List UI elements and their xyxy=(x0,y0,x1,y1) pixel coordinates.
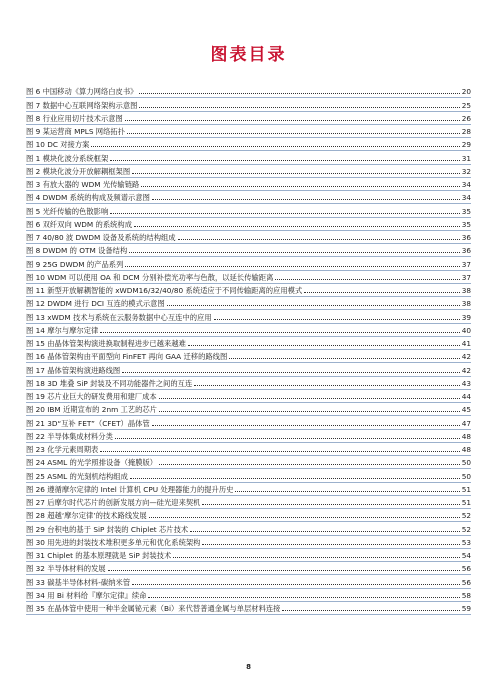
toc-entry-page: 31 xyxy=(461,153,471,163)
toc-entry-page: 52 xyxy=(461,511,471,521)
toc-entry[interactable] xyxy=(26,350,471,363)
toc-entry-page: 51 xyxy=(461,484,471,494)
toc-entry-page: 41 xyxy=(461,339,471,348)
dot-leader xyxy=(110,160,459,161)
dot-leader xyxy=(139,107,459,108)
dot-leader xyxy=(141,186,459,187)
toc-entry-page: 36 xyxy=(461,233,471,242)
toc-entry[interactable] xyxy=(26,509,471,522)
toc-entry[interactable] xyxy=(26,271,471,284)
toc-entry-label: 图 31 Chiplet 的基本原理就是 SiP 封装技术 xyxy=(26,551,172,560)
toc-entry-label: 图 11 新型开放解耦智能的 xWDM16/32/40/80 系统适应于不同传输距离的应用模式 xyxy=(26,286,303,295)
toc-entry-page: 58 xyxy=(461,590,471,600)
toc-entry[interactable] xyxy=(26,522,471,535)
dot-leader xyxy=(132,173,460,174)
dot-leader xyxy=(110,213,459,214)
toc-entry-page: 43 xyxy=(461,378,471,388)
toc-entry-page: 28 xyxy=(461,127,471,136)
toc-entry[interactable] xyxy=(26,125,471,138)
toc-entry-page: 47 xyxy=(461,418,471,428)
toc-entry-label: 图 6 双纤双向 WDM 的系统构成 xyxy=(26,219,133,229)
dot-leader xyxy=(304,292,459,293)
toc-entry-label: 图 7 40/80 波 DWDM 设备及系统的结构组成 xyxy=(26,233,176,242)
toc-entry-label: 图 22 半导体集成材料分类 xyxy=(26,431,113,441)
toc-entry[interactable] xyxy=(26,231,471,244)
toc-entry-page: 37 xyxy=(461,259,471,269)
dot-leader xyxy=(159,398,460,399)
dot-leader xyxy=(134,226,460,227)
toc-entry-label: 图 16 晶体管架构由平面型向 FinFET 再向 GAA 迁移的路线图 xyxy=(26,352,228,362)
toc-entry-page: 34 xyxy=(461,180,471,189)
toc-entry-page: 38 xyxy=(461,286,471,295)
toc-entry[interactable] xyxy=(26,390,471,403)
toc-entry-page: 54 xyxy=(461,551,471,560)
toc-entry-label: 图 32 半导体材料的发展 xyxy=(26,564,106,574)
toc-entry-page: 48 xyxy=(461,445,471,454)
toc-entry-page: 51 xyxy=(461,498,471,507)
toc-entry-label: 图 35 在晶体管中使用一种半金属铋元素（Bi）来代替普通金属与单层材料连接 xyxy=(26,604,281,613)
dot-leader xyxy=(202,504,459,505)
toc-entry-page: 34 xyxy=(461,193,471,203)
toc-entry[interactable] xyxy=(26,138,471,151)
toc-entry-page: 53 xyxy=(461,537,471,547)
toc-entry-label: 图 9 某运营商 MPLS 网络拓扑 xyxy=(26,127,125,136)
dot-leader xyxy=(122,372,460,373)
dot-leader xyxy=(127,133,460,134)
toc-entry[interactable] xyxy=(26,536,471,549)
toc-entry-label: 图 27 后摩尔时代芯片的创新发展方向—硅光迎来契机 xyxy=(26,498,201,507)
toc-entry[interactable] xyxy=(26,151,471,164)
dot-leader xyxy=(159,464,460,465)
dot-leader xyxy=(149,517,460,518)
toc-entry[interactable] xyxy=(26,165,471,178)
toc-entry-label: 图 30 用先进的封装技术堆积更多单元和优化系统架构 xyxy=(26,537,201,547)
toc-entry[interactable] xyxy=(26,430,471,443)
toc-entry-page: 39 xyxy=(461,312,471,322)
dot-leader xyxy=(178,239,460,240)
toc-entry-page: 45 xyxy=(461,405,471,415)
toc-entry-label: 图 19 芯片业巨大的研发费用和建厂成本 xyxy=(26,392,157,401)
toc-entry-page: 40 xyxy=(461,325,471,335)
toc-entry[interactable] xyxy=(26,589,471,602)
dot-leader xyxy=(229,358,459,359)
toc-entry[interactable] xyxy=(26,483,471,496)
toc-entry[interactable] xyxy=(26,416,471,429)
dot-leader xyxy=(275,279,459,280)
toc-entry[interactable] xyxy=(26,204,471,217)
dot-leader xyxy=(188,345,460,346)
dot-leader xyxy=(100,332,459,333)
toc-entry-label: 图 6 中国移动《算力网络白皮书》 xyxy=(26,87,138,97)
toc-entry-page: 20 xyxy=(461,87,471,97)
toc-entry-label: 图 24 ASML 的光学照排设备（掩膜版） xyxy=(26,458,158,468)
toc-entry-label: 图 7 数据中心互联网络架构示意图 xyxy=(26,100,138,110)
dot-leader xyxy=(167,305,460,306)
dot-leader xyxy=(115,438,460,439)
dot-leader xyxy=(235,491,459,492)
toc-entry[interactable] xyxy=(26,377,471,390)
toc-entry-label: 图 26 遵循摩尔定律的 Intel 计算机 CPU 处理器能力的提升历史 xyxy=(26,484,234,494)
toc-entry-page: 56 xyxy=(461,577,471,587)
dot-leader xyxy=(202,544,459,545)
toc-entry-page: 25 xyxy=(461,100,471,110)
toc-entry[interactable] xyxy=(26,469,471,482)
toc-entry-page: 37 xyxy=(461,272,471,282)
dot-leader xyxy=(100,451,459,452)
toc-entry-label: 图 12 DWDM 进行 DCI 互连的模式示意图 xyxy=(26,299,165,309)
toc-entry[interactable] xyxy=(26,363,471,376)
dot-leader xyxy=(129,252,459,253)
toc-entry[interactable] xyxy=(26,337,471,350)
toc-entry-label: 图 3 有放大器的 WDM 光传输链路 xyxy=(26,180,140,189)
toc-entry[interactable] xyxy=(26,178,471,191)
toc-entry-page: 26 xyxy=(461,113,471,123)
toc-entry-label: 图 2 模块化波分开放解耦框架图 xyxy=(26,166,131,176)
toc-entry-label: 图 5 光纤传输的色散影响 xyxy=(26,206,109,216)
toc-entry-page: 50 xyxy=(461,471,471,481)
dot-leader xyxy=(125,120,460,121)
page-number: 8 xyxy=(246,663,251,671)
toc-entry[interactable] xyxy=(26,562,471,575)
toc-entry-label: 图 23 化学元素周期表 xyxy=(26,445,99,454)
dot-leader xyxy=(152,199,460,200)
toc-entry[interactable] xyxy=(26,310,471,323)
dot-leader xyxy=(108,570,460,571)
toc-entry[interactable] xyxy=(26,443,471,456)
toc-entry-label: 图 8 行业应用切片技术示意图 xyxy=(26,113,123,123)
toc-entry-label: 图 13 xWDM 技术与系统在云服务数据中心互连中的应用 xyxy=(26,312,212,322)
toc-entry-page: 52 xyxy=(461,524,471,534)
dot-leader xyxy=(148,597,459,598)
toc-entry-label: 图 25 ASML 的光刻机结构组成 xyxy=(26,471,128,481)
toc-entry-label: 图 18 3D 堆叠 SiP 封装及不同功能器件之间的互连 xyxy=(26,378,193,388)
toc-entry[interactable] xyxy=(26,297,471,310)
toc-entry[interactable] xyxy=(26,85,471,98)
toc-entry-page: 59 xyxy=(461,604,471,613)
toc-entry-page: 38 xyxy=(461,299,471,309)
dot-leader xyxy=(152,425,460,426)
dot-leader xyxy=(282,610,459,611)
dot-leader xyxy=(194,385,459,386)
dot-leader xyxy=(130,478,460,479)
toc-entry-label: 图 4 DWDM 系统的构成及频谱示意图 xyxy=(26,193,150,203)
dot-leader xyxy=(159,411,460,412)
toc-entry[interactable] xyxy=(26,456,471,469)
toc-entry[interactable] xyxy=(26,191,471,204)
toc-entry[interactable] xyxy=(26,549,471,562)
toc-entry-page: 35 xyxy=(461,219,471,229)
toc-entry-page: 29 xyxy=(461,140,471,150)
toc-entry[interactable] xyxy=(26,496,471,509)
toc-entry-page: 44 xyxy=(461,392,471,401)
dot-leader xyxy=(139,93,459,94)
toc-entry[interactable] xyxy=(26,98,471,111)
toc-entry[interactable] xyxy=(26,575,471,588)
toc-entry-label: 图 1 模块化波分系统框架 xyxy=(26,153,109,163)
toc-entry[interactable] xyxy=(26,257,471,270)
toc-entry-label: 图 10 DC 对接方案 xyxy=(26,140,90,150)
toc-entry[interactable] xyxy=(26,112,471,125)
toc-entry-label: 图 15 由晶体管架构演进换取制程进步已越来越难 xyxy=(26,339,186,348)
dot-leader xyxy=(173,557,459,558)
dot-leader xyxy=(125,266,459,267)
toc-entry-page: 42 xyxy=(461,352,471,362)
toc-entry-label: 图 17 晶体管架构演进路线图 xyxy=(26,365,121,375)
dot-leader xyxy=(91,146,459,147)
toc-entry-page: 56 xyxy=(461,564,471,574)
toc-entry-page: 35 xyxy=(461,206,471,216)
toc-entry-page: 50 xyxy=(461,458,471,468)
toc-entry[interactable] xyxy=(26,602,471,615)
toc-entry-label: 图 8 DWDM 的 OTM 设备结构 xyxy=(26,246,128,256)
toc-entry-label: 图 14 摩尔与摩尔定律 xyxy=(26,325,99,335)
toc-entry-page: 42 xyxy=(461,365,471,375)
toc-title: 图表目录 xyxy=(210,45,287,65)
toc-entry-label: 图 33 碳基半导体材料-碳纳米管 xyxy=(26,577,131,587)
toc-entry-page: 48 xyxy=(461,431,471,441)
dot-leader xyxy=(190,531,460,532)
toc-entry[interactable] xyxy=(26,284,471,297)
toc-entry-page: 36 xyxy=(461,246,471,256)
figure-list xyxy=(26,85,471,615)
toc-entry-label: 图 20 IBM 近期宣布的 2nm 工艺的芯片 xyxy=(26,405,157,415)
toc-entry-label: 图 28 超越‘摩尔定律’的技术路线发展 xyxy=(26,511,147,521)
dot-leader xyxy=(214,319,460,320)
toc-entry-label: 图 21 3D“互补 FET”（CFET）晶体管 xyxy=(26,418,150,428)
toc-entry[interactable] xyxy=(26,403,471,416)
toc-entry[interactable] xyxy=(26,244,471,257)
dot-leader xyxy=(132,584,460,585)
toc-entry-label: 图 34 用 Bi 材料给『摩尔定律』续命 xyxy=(26,590,147,600)
toc-entry[interactable] xyxy=(26,218,471,231)
toc-entry-label: 图 10 WDM 可以使用 OA 和 DCM 分别补偿光功率与色散，以延长传输距离 xyxy=(26,272,274,282)
toc-entry-label: 图 29 台积电的基于 SiP 封装的 Chiplet 芯片技术 xyxy=(26,524,189,534)
toc-entry-label: 图 9 25G DWDM 的产品系列 xyxy=(26,259,124,269)
toc-entry-page: 32 xyxy=(461,166,471,176)
toc-entry[interactable] xyxy=(26,324,471,337)
